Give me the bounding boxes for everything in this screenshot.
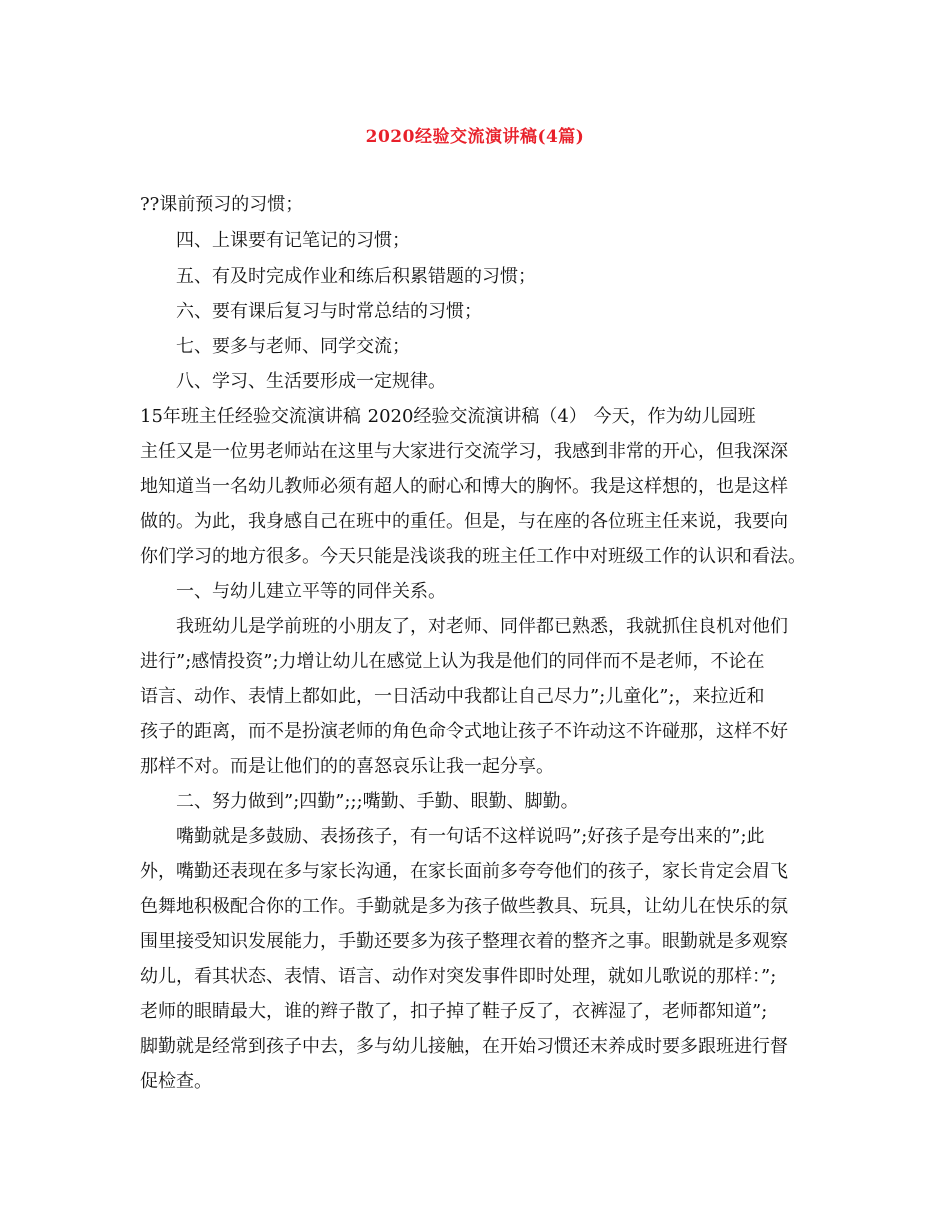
text-line: 八、学习、生活要形成一定规律。 <box>176 371 446 392</box>
text-line: 四、上课要有记笔记的习惯； <box>176 230 410 251</box>
text-line: 脚勤就是经常到孩子中去，多与幼儿接触，在开始习惯还末养成时要多跟班进行督 <box>140 1036 788 1057</box>
text-line: 语言、动作、表情上都如此，一日活动中我都让自己尽力”;儿童化”;，来拉近和 <box>140 686 765 707</box>
text-line: 你们学习的地方很多。今天只能是浅谈我的班主任工作中对班级工作的认识和看法。 <box>140 546 806 567</box>
text-line: 做的。为此，我身感自己在班中的重任。但是，与在座的各位班主任来说，我要向 <box>140 511 788 532</box>
text-line: 六、要有课后复习与时常总结的习惯； <box>176 301 482 322</box>
text-line: 那样不对。而是让他们的的喜怒哀乐让我一起分享。 <box>140 756 554 777</box>
document-title: 2020经验交流演讲稿(4篇) <box>365 127 585 147</box>
text-line: 嘴勤就是多鼓励、表扬孩子，有一句话不这样说吗”;好孩子是夸出来的”;此 <box>176 826 765 847</box>
text-line: 15年班主任经验交流演讲稿 2020经验交流演讲稿（4） 今天，作为幼儿园班 <box>140 406 756 427</box>
text-line: 围里接受知识发展能力，手勤还要多为孩子整理衣着的整齐之事。眼勤就是多观察 <box>140 931 788 952</box>
text-line: 主任又是一位男老师站在这里与大家进行交流学习，我感到非常的开心，但我深深 <box>140 441 788 462</box>
text-line: 五、有及时完成作业和练后积累错题的习惯； <box>176 266 536 287</box>
text-line: ??课前预习的习惯； <box>140 194 304 215</box>
text-line: 进行”;感情投资”;力增让幼儿在感觉上认为我是他们的同伴而不是老师，不论在 <box>140 651 765 672</box>
text-line: 色舞地积极配合你的工作。手勤就是多为孩子做些教具、玩具，让幼儿在快乐的氛 <box>140 896 788 917</box>
text-line: 外，嘴勤还表现在多与家长沟通，在家长面前多夸夸他们的孩子，家长肯定会眉飞 <box>140 861 788 882</box>
text-line: 二、努力做到”;四勤”;;;嘴勤、手勤、眼勤、脚勤。 <box>176 791 579 812</box>
text-line: 孩子的距离，而不是扮演老师的角色命令式地让孩子不许动这不许碰那，这样不好 <box>140 721 788 742</box>
text-line: 老师的眼睛最大，谁的辫子散了，扣子掉了鞋子反了，衣裤湿了，老师都知道”; <box>140 1001 768 1022</box>
text-line: 一、与幼儿建立平等的同伴关系。 <box>176 581 446 602</box>
text-line: 幼儿，看其状态、表情、语言、动作对突发事件即时处理，就如儿歌说的那样：”; <box>140 966 777 987</box>
text-line: 促检查。 <box>140 1071 212 1092</box>
text-line: 地知道当一名幼儿教师必须有超人的耐心和博大的胸怀。我是这样想的，也是这样 <box>140 476 788 497</box>
text-line: 七、要多与老师、同学交流； <box>176 336 410 357</box>
text-line: 我班幼儿是学前班的小朋友了，对老师、同伴都已熟悉，我就抓住良机对他们 <box>176 616 788 637</box>
